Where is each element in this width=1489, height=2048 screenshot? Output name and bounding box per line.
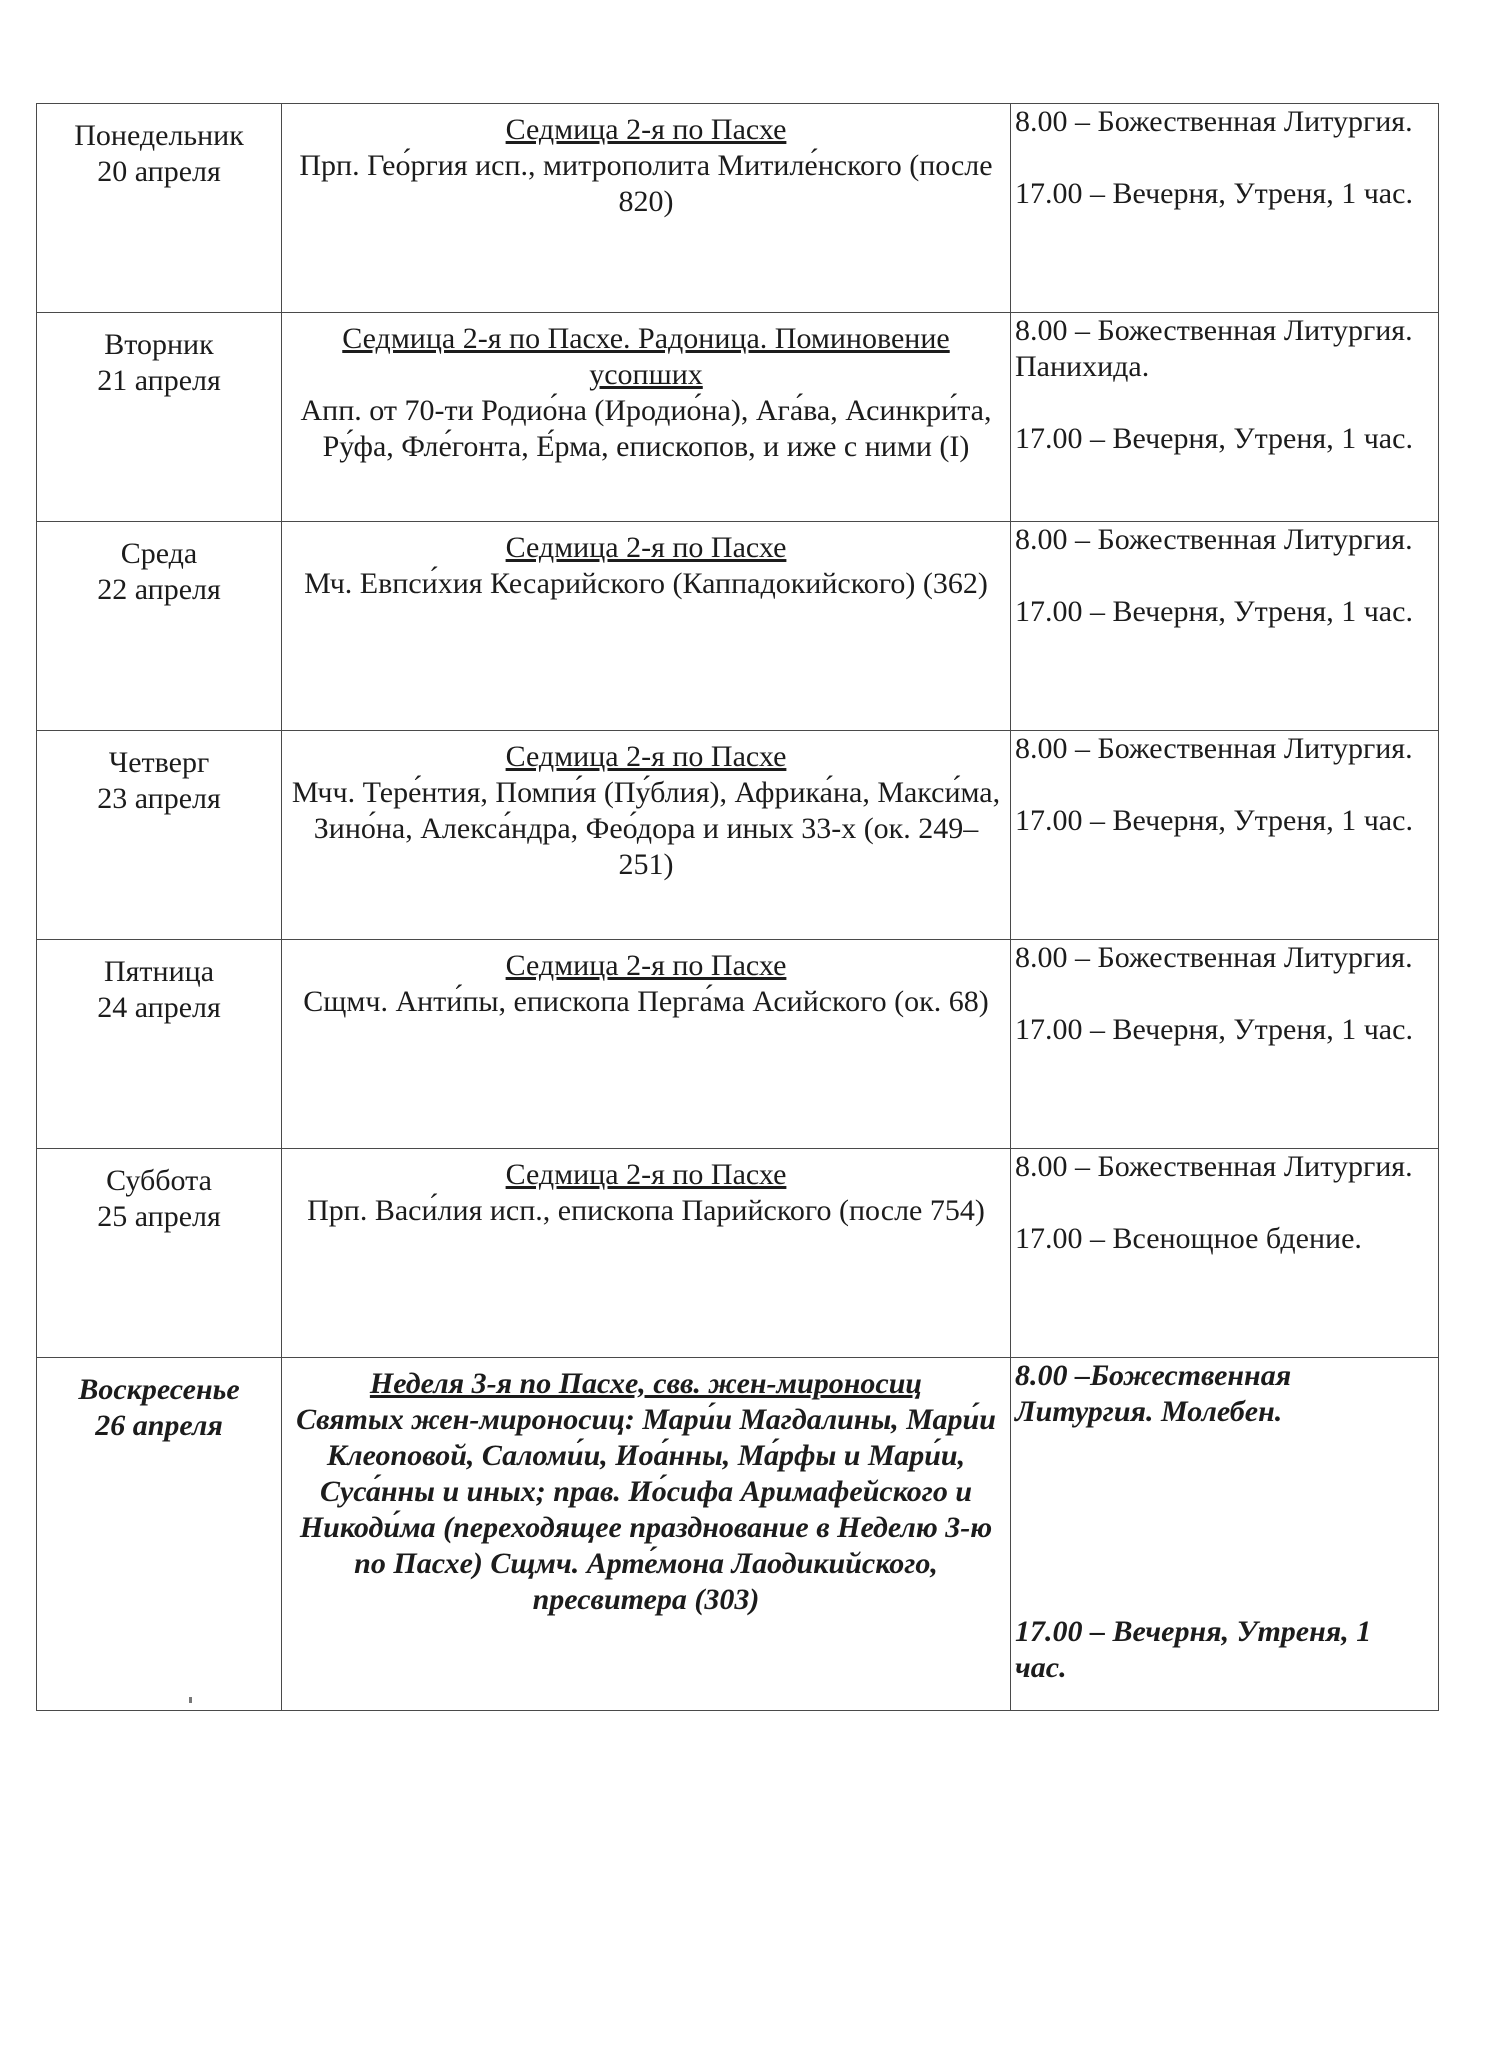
week-title: Седмица 2-я по Пасхе [505, 1158, 787, 1191]
morning-service: 8.00 – Божественная Литургия. Панихида. [1015, 314, 1413, 383]
day-cell [37, 313, 282, 522]
evening-service: 17.00 – Вечерня, Утреня, 1 час. [1015, 177, 1413, 210]
weekday-label: Суббота [106, 1164, 212, 1197]
evening-service: 17.00 – Вечерня, Утреня, 1 час. [1015, 1013, 1413, 1046]
evening-service: 17.00 – Вечерня, Утреня, 1 час. [1015, 422, 1413, 455]
morning-service: 8.00 – Божественная Литургия. [1015, 523, 1413, 556]
schedule-row-thursday [37, 731, 1439, 940]
services-cell [1011, 1358, 1439, 1711]
week-title: Седмица 2-я по Пасхе [505, 531, 787, 564]
evening-service: 17.00 – Вечерня, Утреня, 1 час. [1015, 595, 1413, 628]
week-title: Седмица 2-я по Пасхе [505, 113, 787, 146]
schedule-row-wednesday [37, 522, 1439, 731]
services-cell [1011, 731, 1439, 940]
saints-commemoration: Прп. Васи́лия исп., епископа Парийского (после 754) [307, 1194, 985, 1227]
morning-service: 8.00 – Божественная Литургия. [1015, 105, 1413, 138]
morning-service: 8.00 – Божественная Литургия. [1015, 1150, 1413, 1183]
commemoration-cell [282, 1149, 1011, 1358]
day-cell [37, 1149, 282, 1358]
day-cell [37, 522, 282, 731]
commemoration-cell [282, 1358, 1011, 1711]
weekday-label: Воскресенье [78, 1373, 240, 1406]
commemoration-cell [282, 731, 1011, 940]
services-cell [1011, 104, 1439, 313]
date-label: 21 апреля [97, 364, 221, 397]
evening-service: 17.00 – Всенощное бдение. [1015, 1222, 1362, 1255]
date-label: 23 апреля [97, 782, 221, 815]
evening-service: 17.00 – Вечерня, Утреня, 1 час. [1015, 804, 1413, 837]
schedule-row-saturday [37, 1149, 1439, 1358]
week-title: Седмица 2-я по Пасхе [505, 949, 787, 982]
services-cell [1011, 313, 1439, 522]
date-label: 26 апреля [95, 1409, 223, 1442]
weekday-label: Четверг [108, 746, 210, 779]
schedule-row-tuesday [37, 313, 1439, 522]
commemoration-cell [282, 940, 1011, 1149]
date-label: 22 апреля [97, 573, 221, 606]
scan-speck [189, 1697, 192, 1703]
saints-commemoration: Мч. Евпси́хия Кесарийского (Каппадокийского) (362) [304, 567, 988, 600]
commemoration-cell [282, 522, 1011, 731]
day-cell [37, 104, 282, 313]
day-cell [37, 1358, 282, 1711]
commemoration-cell [282, 313, 1011, 522]
saints-commemoration: Мчч. Тере́нтия, Помпи́я (Пу́блия), Африка́на, Макси́ма, Зино́на, Алекса́ндра, Фео́дора и иных 33-х (ок. 249–251) [291, 776, 1001, 881]
services-cell [1011, 1149, 1439, 1358]
morning-service: 8.00 –Божественная Литургия. Молебен. [1015, 1359, 1292, 1428]
weekday-label: Понедельник [74, 119, 244, 152]
schedule-row-friday [37, 940, 1439, 1149]
date-label: 25 апреля [97, 1200, 221, 1233]
schedule-row-sunday [37, 1358, 1439, 1711]
commemoration-cell [282, 104, 1011, 313]
weekday-label: Среда [120, 537, 198, 570]
evening-service: 17.00 – Вечерня, Утреня, 1 час. [1015, 1615, 1372, 1684]
services-cell [1011, 522, 1439, 731]
schedule-row-monday [37, 104, 1439, 313]
weekday-label: Пятница [103, 955, 215, 988]
date-label: 24 апреля [97, 991, 221, 1024]
services-cell [1011, 940, 1439, 1149]
saints-commemoration: Сщмч. Анти́пы, епископа Перга́ма Асийского (ок. 68) [303, 985, 989, 1018]
date-label: 20 апреля [97, 155, 221, 188]
morning-service: 8.00 – Божественная Литургия. [1015, 941, 1413, 974]
saints-commemoration: Святых жен-мироносиц: Мари́и Магдалины, Мари́и Клеоповой, Саломи́и, Иоа́нны, Ма́рфы и Мари́и, Суса́нны и иных; прав. Ио́сифа Аримафейского и Никоди́ма (переходящее празднование в Неделю 3-ю по Пасхе) Сщмч. Арте́мона Лаодикийского, пресвитера (303) [296, 1403, 996, 1616]
weekday-label: Вторник [104, 328, 214, 361]
service-schedule-table [36, 103, 1439, 1711]
saints-commemoration: Прп. Гео́ргия исп., митрополита Митиле́нского (после 820) [299, 149, 993, 218]
week-title: Неделя 3-я по Пасхе, свв. жен-мироносиц [369, 1367, 923, 1400]
day-cell [37, 731, 282, 940]
morning-service: 8.00 – Божественная Литургия. [1015, 732, 1413, 765]
week-title: Седмица 2-я по Пасхе. Радоница. Поминовение усопших [342, 322, 950, 391]
week-title: Седмица 2-я по Пасхе [505, 740, 787, 773]
saints-commemoration: Апп. от 70-ти Родио́на (Иродио́на), Ага́ва, Асинкри́та, Ру́фа, Фле́гонта, Е́рма, епископов, и иже с ними (I) [300, 394, 992, 463]
day-cell [37, 940, 282, 1149]
